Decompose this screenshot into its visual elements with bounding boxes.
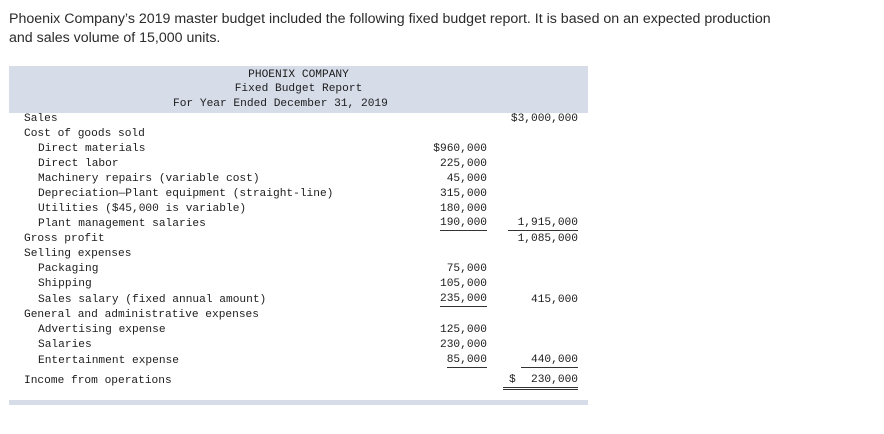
report-company: PHOENIX COMPANY <box>248 69 349 81</box>
problem-statement <box>9 10 874 47</box>
table-row <box>9 172 588 187</box>
table-row <box>9 338 588 353</box>
ga-total: 440,000 <box>521 354 578 368</box>
sales-label: Sales <box>24 113 58 125</box>
line-item-amount: 235,000 <box>440 293 487 305</box>
line-item-label: Utilities ($45,000 is variable) <box>38 203 247 215</box>
sales-total: $3,000,000 <box>510 113 578 125</box>
table-row <box>9 157 588 172</box>
income-total-cell <box>503 374 578 390</box>
selling-label: Selling expenses <box>24 248 132 260</box>
sales-row <box>9 112 588 127</box>
table-row <box>9 277 588 292</box>
line-item-label: Shipping <box>38 278 92 290</box>
table-row <box>9 217 588 232</box>
line-item-amount: 45,000 <box>446 173 487 185</box>
line-item-label: Plant management salaries <box>38 218 206 230</box>
problem-statement-line-1: Phoenix Company’s 2019 master budget included the following fixed budget report. It is based on an expected production <box>9 11 771 27</box>
report-period: For Year Ended December 31, 2019 <box>173 98 388 110</box>
table-row <box>9 354 588 369</box>
line-item-amount: 230,000 <box>440 339 487 351</box>
table-row <box>9 142 588 157</box>
ga-label: General and administrative expenses <box>24 309 259 321</box>
gross-profit-row <box>9 232 588 247</box>
line-item-label: Entertainment expense <box>38 355 179 367</box>
selling-total: 415,000 <box>531 294 578 306</box>
line-item-amount: $960,000 <box>433 143 487 155</box>
cogs-total: 1,915,000 <box>508 217 578 231</box>
line-item-amount: 315,000 <box>440 188 487 200</box>
report-bottom-bar <box>9 400 588 405</box>
income-dollar-sign: $ <box>509 374 516 386</box>
income-total: 230,000 <box>531 374 578 386</box>
table-row <box>9 293 588 308</box>
line-item-amount: 180,000 <box>440 203 487 215</box>
table-row <box>9 202 588 217</box>
table-row <box>9 187 588 202</box>
gross-profit-total: 1,085,000 <box>517 233 578 245</box>
line-item-label: Salaries <box>38 339 92 351</box>
cogs-heading-row <box>9 127 588 142</box>
problem-statement-line-2: and sales volume of 15,000 units. <box>9 29 221 46</box>
line-item-amount: 225,000 <box>440 158 487 170</box>
line-item-label: Packaging <box>38 263 99 275</box>
line-item-amount: 190,000 <box>440 217 487 229</box>
income-row <box>9 374 588 389</box>
line-item-label: Advertising expense <box>38 324 166 336</box>
line-item-label: Machinery repairs (variable cost) <box>38 173 260 185</box>
line-item-amount: 85,000 <box>446 354 487 366</box>
gross-profit-label: Gross profit <box>24 233 105 245</box>
report-title: Fixed Budget Report <box>234 83 363 95</box>
line-item-label: Depreciation—Plant equipment (straight-line) <box>38 188 334 200</box>
line-item-amount: 125,000 <box>440 324 487 336</box>
line-item-label: Direct materials <box>38 143 146 155</box>
line-item-amount: 105,000 <box>440 278 487 290</box>
line-item-label: Direct labor <box>38 158 119 170</box>
table-row <box>9 262 588 277</box>
selling-heading-row <box>9 247 588 262</box>
line-item-label: Sales salary (fixed annual amount) <box>38 294 267 306</box>
line-item-amount: 75,000 <box>446 263 487 275</box>
ga-heading-row <box>9 308 588 323</box>
cogs-label: Cost of goods sold <box>24 128 145 140</box>
table-row <box>9 323 588 338</box>
income-label: Income from operations <box>24 375 172 387</box>
report-header <box>9 66 588 113</box>
